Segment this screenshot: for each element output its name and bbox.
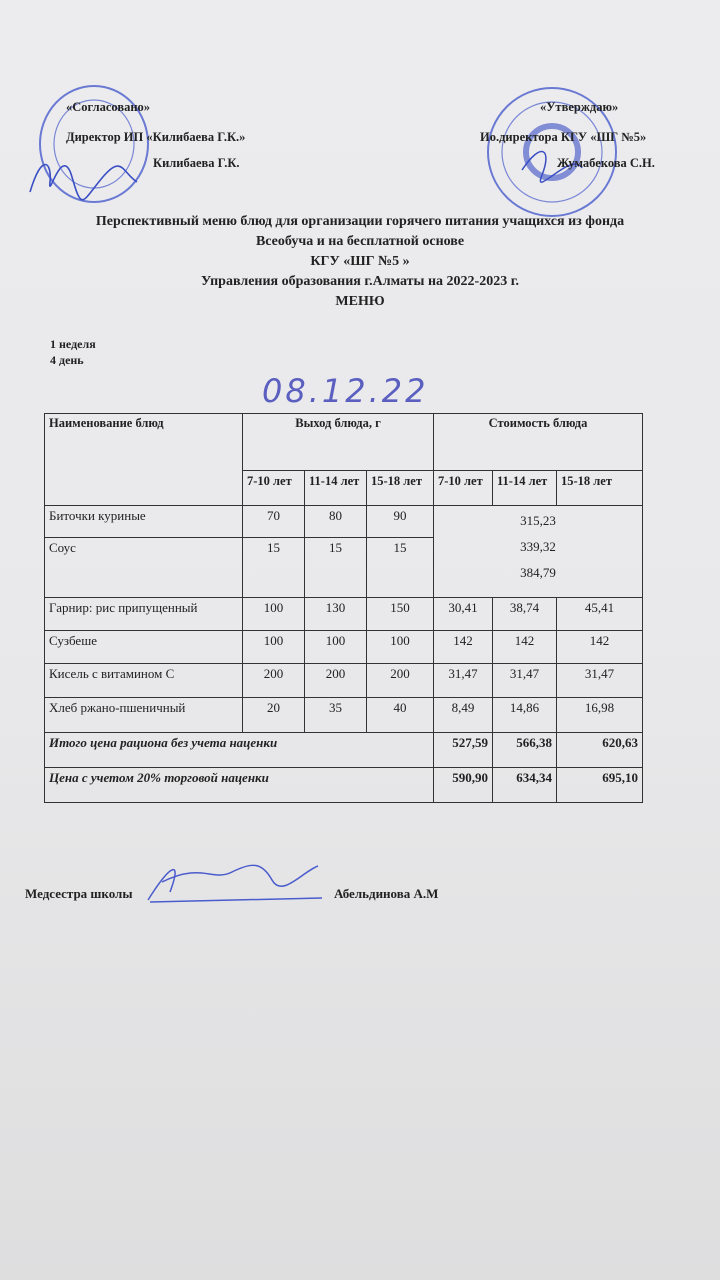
merged-cost-11-14: 339,32 (520, 539, 556, 554)
total-value: 527,59 (434, 733, 493, 768)
cost-value: 142 (434, 631, 493, 664)
total-value: 620,63 (557, 733, 643, 768)
handwritten-date: 08.12.22 (262, 372, 429, 410)
yield-age-15-18: 15-18 лет (367, 471, 434, 506)
table-row (45, 506, 643, 538)
total-value: 566,38 (493, 733, 557, 768)
dish-name: Биточки куриные (45, 506, 243, 538)
merged-cost-15-18: 384,79 (520, 565, 556, 580)
yield-value: 90 (367, 506, 434, 538)
cost-value: 31,47 (557, 664, 643, 698)
footer-role: Медсестра школы (25, 886, 133, 901)
cost-value: 16,98 (557, 698, 643, 733)
yield-value: 15 (243, 538, 305, 598)
title-line-5: МЕНЮ (335, 294, 385, 309)
merged-cost-cell (434, 506, 643, 598)
cost-value: 142 (557, 631, 643, 664)
yield-value: 150 (367, 598, 434, 631)
right-approval-position: Ио.директора КГУ «ШГ №5» (480, 130, 647, 144)
left-approval-heading: «Согласовано» (66, 100, 151, 114)
table-row (45, 598, 643, 631)
markup-row (45, 768, 643, 803)
yield-value: 40 (367, 698, 434, 733)
header-dish-name: Наименование блюд (45, 414, 243, 506)
cost-value: 31,47 (434, 664, 493, 698)
yield-value: 15 (367, 538, 434, 598)
total-row (45, 733, 643, 768)
left-approval-position: Директор ИП «Килибаева Г.К.» (66, 130, 246, 144)
table-row (45, 631, 643, 664)
yield-age-11-14: 11-14 лет (305, 471, 367, 506)
cost-value: 142 (493, 631, 557, 664)
yield-value: 20 (243, 698, 305, 733)
header-cost: Стоимость блюда (434, 414, 643, 471)
yield-value: 15 (305, 538, 367, 598)
cost-age-7-10: 7-10 лет (434, 471, 493, 506)
yield-value: 100 (305, 631, 367, 664)
dish-name: Соус (45, 538, 243, 598)
yield-value: 70 (243, 506, 305, 538)
cost-value: 38,74 (493, 598, 557, 631)
nurse-signature (142, 852, 332, 908)
cost-value: 8,49 (434, 698, 493, 733)
cost-value: 45,41 (557, 598, 643, 631)
yield-age-7-10: 7-10 лет (243, 471, 305, 506)
title-line-1: Перспективный меню блюд для организации горячего питания учащихся из фонда (95, 214, 625, 229)
yield-value: 130 (305, 598, 367, 631)
cost-value: 30,41 (434, 598, 493, 631)
yield-value: 200 (305, 664, 367, 698)
day-label: 4 день (50, 353, 84, 367)
yield-value: 100 (367, 631, 434, 664)
right-approval-name: Жумабекова С.Н. (557, 156, 655, 170)
merged-cost-7-10: 315,23 (520, 513, 556, 528)
yield-value: 200 (243, 664, 305, 698)
table-header-row (45, 414, 643, 471)
right-approval-heading: «Утверждаю» (540, 100, 619, 114)
yield-value: 100 (243, 631, 305, 664)
footer-name: Абельдинова А.М (334, 886, 439, 901)
markup-value: 590,90 (434, 768, 493, 803)
cost-age-15-18: 15-18 лет (557, 471, 643, 506)
title-line-3: КГУ «ШГ №5 » (310, 254, 410, 269)
dish-name: Гарнир: рис припущенный (45, 598, 243, 631)
total-label: Итого цена рациона без учета наценки (45, 733, 434, 768)
yield-value: 200 (367, 664, 434, 698)
markup-value: 695,10 (557, 768, 643, 803)
yield-value: 100 (243, 598, 305, 631)
markup-label: Цена с учетом 20% торговой наценки (45, 768, 434, 803)
title-line-4: Управления образования г.Алматы на 2022-2023 г. (200, 274, 519, 289)
yield-value: 35 (305, 698, 367, 733)
table-row (45, 698, 643, 733)
cost-value: 14,86 (493, 698, 557, 733)
menu-table (44, 413, 643, 803)
cost-value: 31,47 (493, 664, 557, 698)
dish-name: Кисель с витамином С (45, 664, 243, 698)
dish-name: Хлеб ржано-пшеничный (45, 698, 243, 733)
dish-name: Сузбеше (45, 631, 243, 664)
week-label: 1 неделя (50, 337, 96, 351)
cost-age-11-14: 11-14 лет (493, 471, 557, 506)
left-approval-name: Килибаева Г.К. (153, 156, 240, 170)
title-line-2: Всеобуча и на бесплатной основе (255, 234, 465, 249)
table-row (45, 664, 643, 698)
yield-value: 80 (305, 506, 367, 538)
header-yield: Выход блюда, г (243, 414, 434, 471)
markup-value: 634,34 (493, 768, 557, 803)
